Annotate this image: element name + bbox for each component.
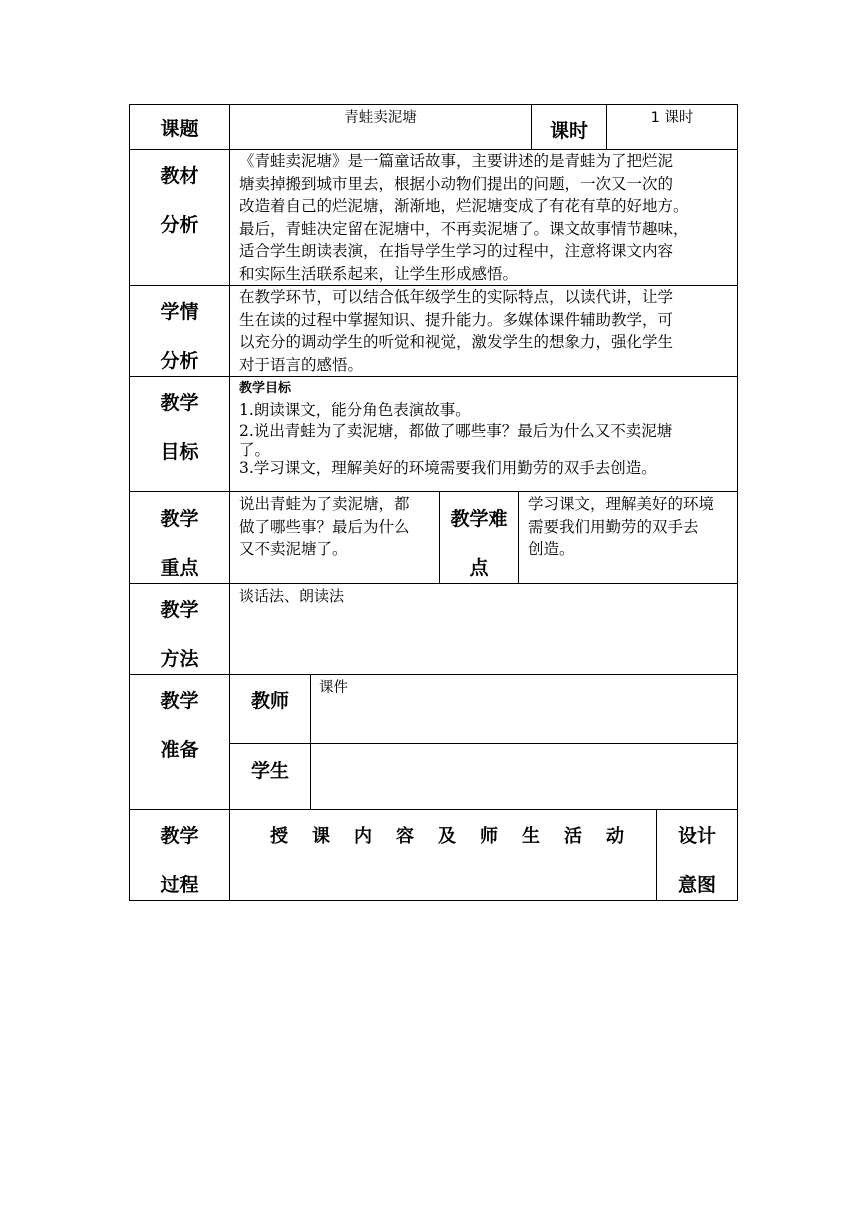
material-label — [130, 161, 229, 237]
row-divider — [129, 809, 738, 810]
text-line: 以充分的调动学生的听觉和视觉，激发学生的想象力，强化学生 — [239, 333, 674, 351]
text-line: 《青蛙卖泥塘》是一篇童话故事，主要讲述的是青蛙为了把烂泥 — [239, 152, 674, 170]
student-label-line-1: 学情 — [160, 301, 199, 323]
process-label — [130, 821, 229, 897]
process-label-line-1: 教学 — [160, 825, 199, 847]
goal-item-continued: 了。 — [239, 441, 271, 459]
design-label-line-2: 意图 — [677, 874, 716, 896]
text-line: 需要我们用勤劳的双手去 — [528, 517, 699, 536]
text-line: 学习课文，理解美好的环境 — [528, 495, 715, 513]
process-label-line-2: 过程 — [160, 874, 199, 896]
prep-label-line-2: 准备 — [160, 739, 199, 761]
text-line: 改造着自己的烂泥塘，渐渐地，烂泥塘变成了有花有草的好地方。 — [239, 197, 689, 215]
topic-label: 课题 — [160, 118, 199, 140]
key-label-line-1: 教学 — [160, 508, 199, 530]
method-value: 谈话法、朗读法 — [239, 587, 345, 605]
teacher-value: 课件 — [319, 680, 348, 696]
hours-label: 课时 — [549, 120, 588, 142]
text-line: 最后，青蛙决定留在泥塘中，不再卖泥塘了。课文故事情节趣味， — [239, 219, 689, 238]
col-divider — [310, 674, 311, 810]
difficulty-label-line-1: 教学难 — [450, 508, 508, 530]
goals-heading: 教学目标 — [239, 381, 292, 396]
table-border-right — [737, 104, 738, 901]
teacher-label: 教师 — [250, 690, 289, 712]
table-border-bottom — [129, 900, 738, 901]
method-label-line-1: 教学 — [160, 599, 199, 621]
goal-item: 1.朗读课文，能分角色表演故事。 — [239, 401, 471, 419]
text-line: 生在读的过程中掌握知识、提升能力。多媒体课件辅助教学，可 — [239, 310, 674, 329]
difficulty-text — [519, 493, 737, 561]
text-line: 在教学环节，可以结合低年级学生的实际特点，以读代讲，让学 — [239, 288, 674, 306]
goals-label-line-2: 目标 — [160, 441, 199, 463]
text-line: 说出青蛙为了卖泥塘，都 — [239, 495, 410, 513]
text-line: 塘卖掉搬到城市里去，根据小动物们提出的问题，一次又一次的 — [239, 174, 674, 193]
row-divider — [129, 674, 738, 675]
goal-item: 2.说出青蛙为了卖泥塘，都做了哪些事？最后为什么又不卖泥塘 — [239, 422, 673, 440]
method-label — [130, 595, 229, 671]
key-points-text — [230, 493, 439, 561]
row-divider — [129, 491, 738, 492]
text-line: 又不卖泥塘了。 — [239, 540, 348, 558]
design-intent-label — [657, 821, 737, 897]
row-divider — [129, 583, 738, 584]
process-content-header: 授课内容及师生活动 — [270, 826, 648, 847]
goals-label — [130, 388, 229, 464]
text-line: 创造。 — [528, 540, 575, 558]
key-label-line-2: 重点 — [160, 557, 199, 579]
student-analysis-text — [230, 286, 737, 376]
goals-text — [230, 378, 737, 479]
table-border-top — [129, 104, 738, 105]
goals-label-line-1: 教学 — [160, 392, 199, 414]
student-label: 学生 — [250, 760, 289, 782]
prep-label — [130, 686, 229, 762]
prep-label-line-1: 教学 — [160, 690, 199, 712]
text-line: 做了哪些事？最后为什么 — [239, 517, 410, 536]
hours-value: 1 课时 — [650, 110, 694, 126]
text-line: 对于语言的感悟。 — [239, 355, 364, 374]
key-points-label — [130, 504, 229, 580]
material-label-line-1: 教材 — [160, 165, 199, 187]
goal-item: 3.学习课文，理解美好的环境需要我们用勤劳的双手去创造。 — [239, 459, 657, 477]
material-text — [230, 150, 737, 285]
material-label-line-2: 分析 — [160, 214, 199, 236]
student-analysis-label — [130, 297, 229, 373]
row-divider — [129, 376, 738, 377]
topic-value: 青蛙卖泥塘 — [344, 110, 417, 126]
difficulty-label — [440, 504, 518, 580]
difficulty-label-line-2: 点 — [469, 557, 489, 579]
student-label-line-2: 分析 — [160, 350, 199, 372]
text-line: 和实际生活联系起来，让学生形成感悟。 — [239, 264, 519, 283]
row-divider — [229, 743, 738, 744]
method-label-line-2: 方法 — [160, 648, 199, 670]
design-label-line-1: 设计 — [677, 825, 716, 847]
text-line: 适合学生朗读表演，在指导学生学习的过程中，注意将课文内容 — [239, 242, 674, 260]
